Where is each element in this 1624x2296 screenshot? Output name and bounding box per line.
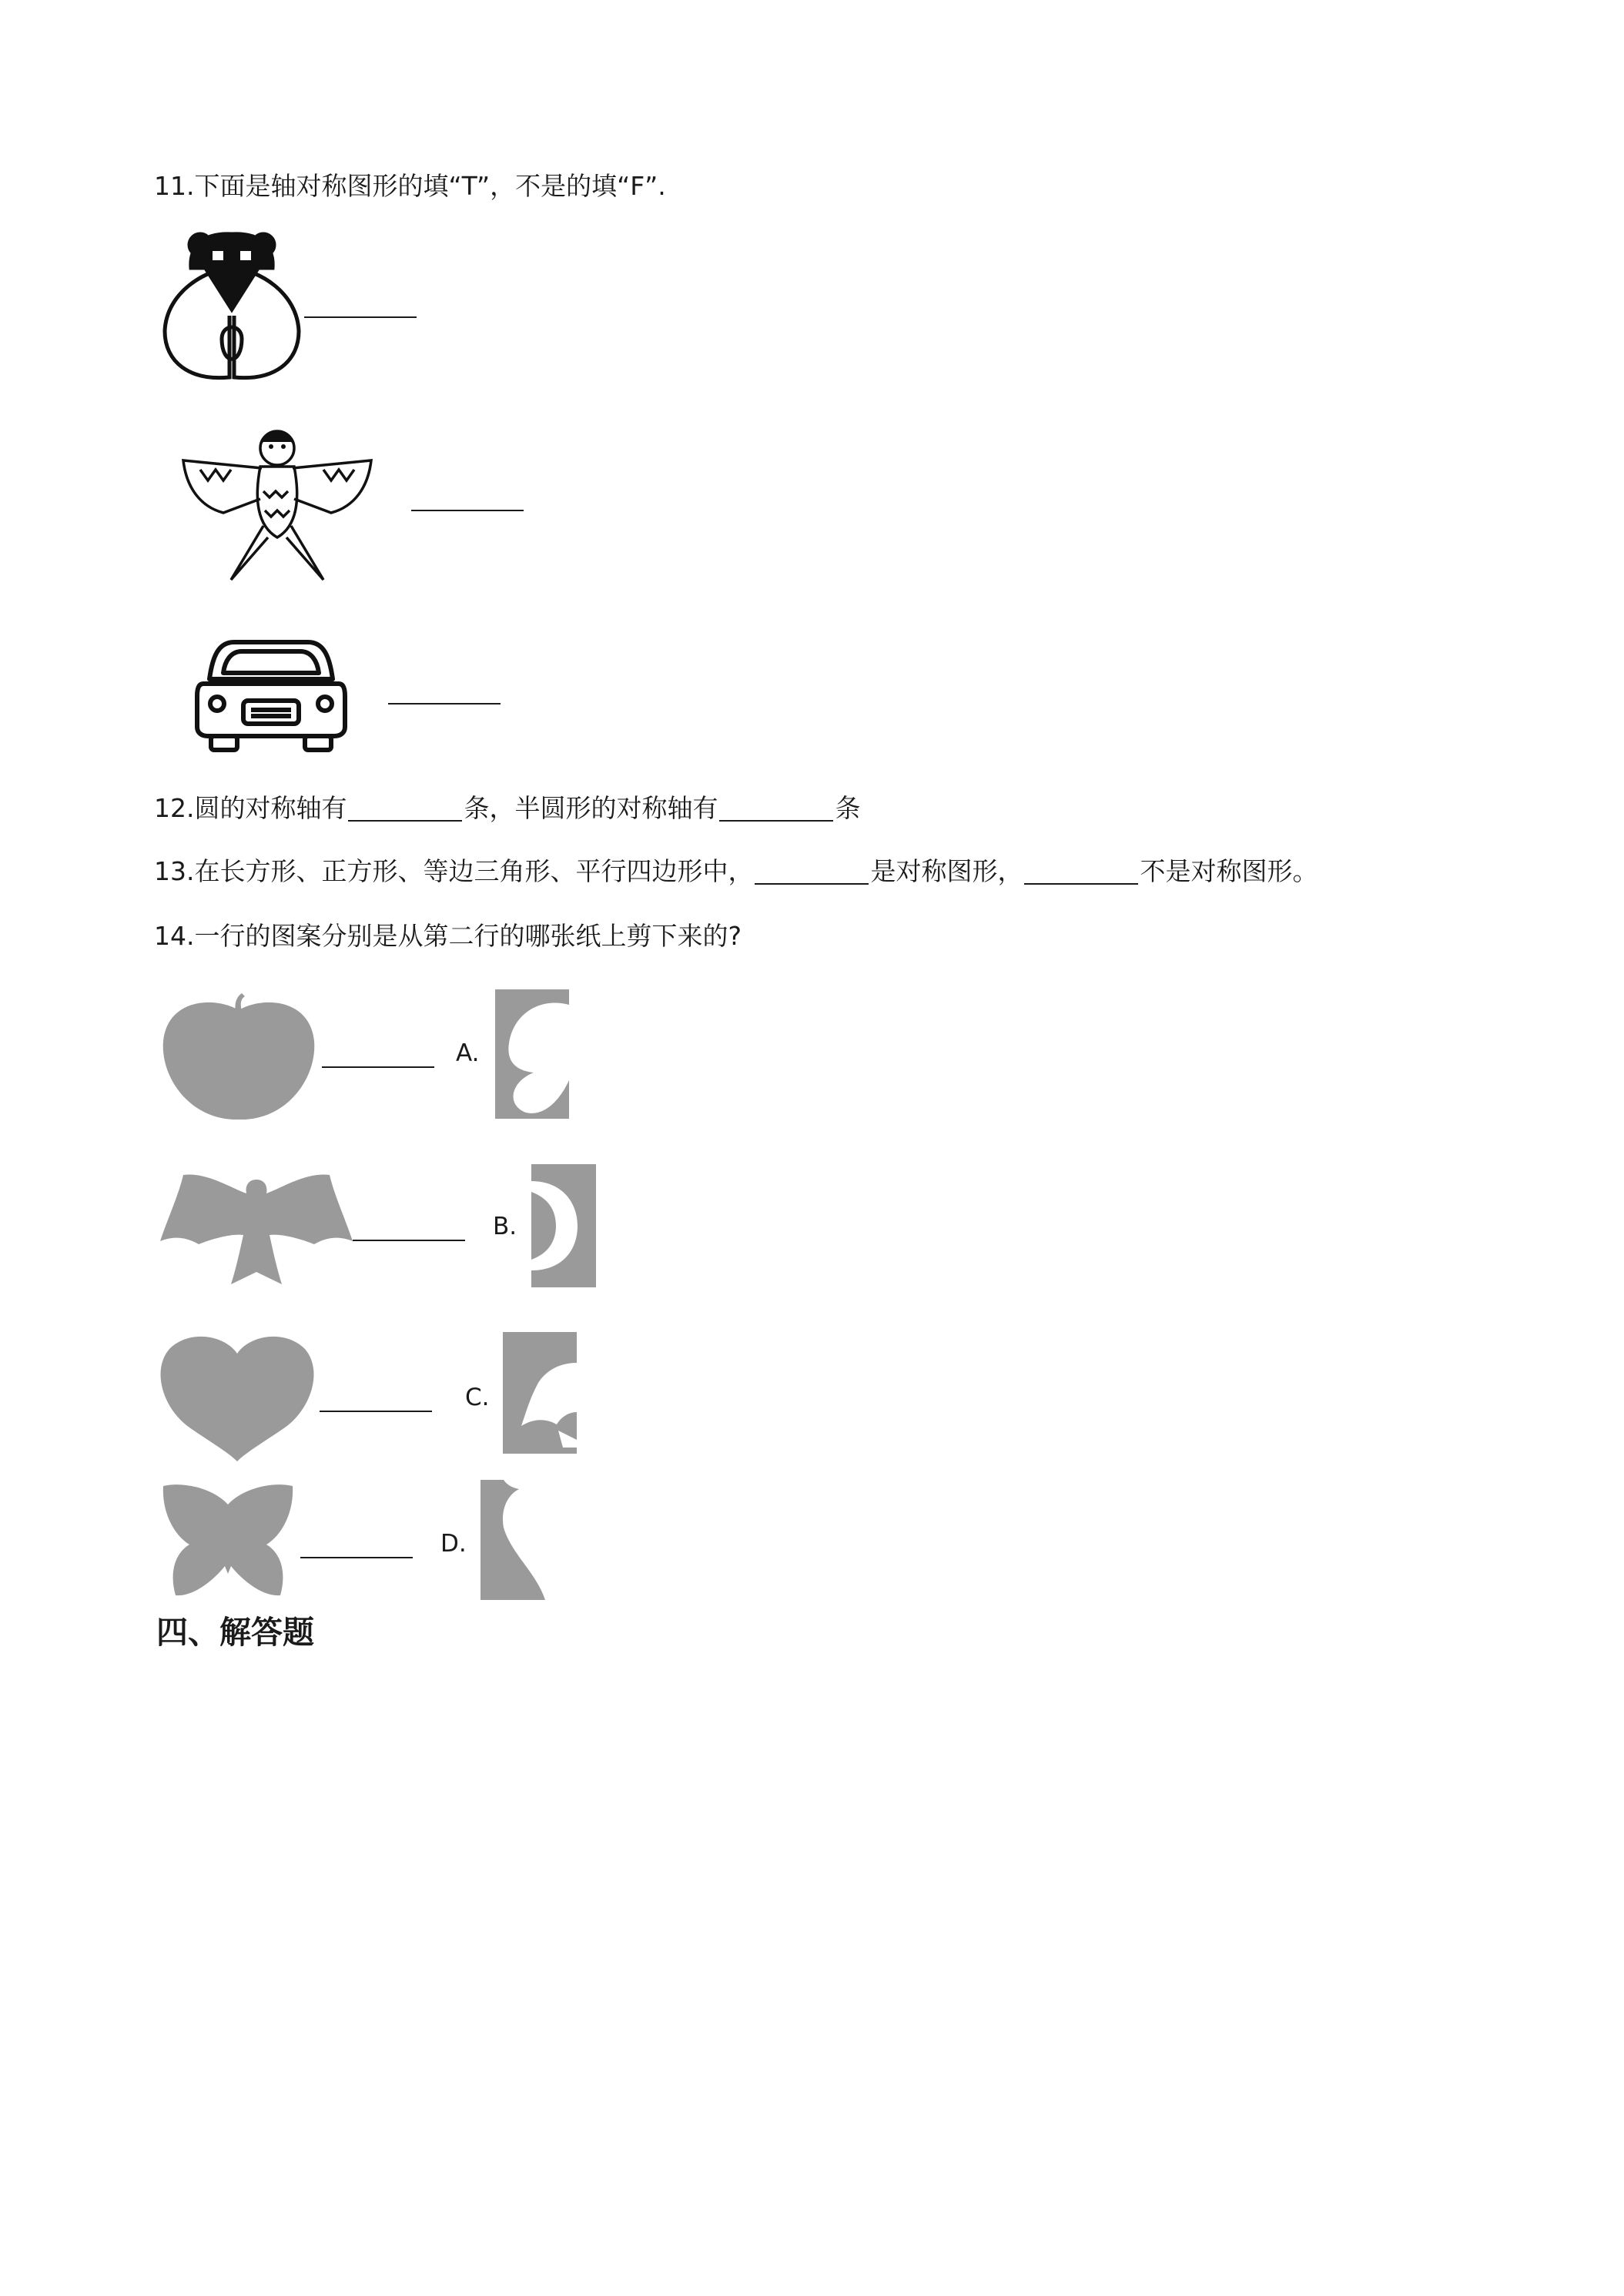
- q12-answer-blank-2[interactable]: [719, 797, 833, 822]
- q12-answer-blank-1[interactable]: [348, 797, 462, 822]
- q12-text-part1: 12.圆的对称轴有: [154, 793, 347, 823]
- q11-answer-blank-3[interactable]: [388, 703, 501, 705]
- option-a-label: A.: [456, 1039, 480, 1067]
- q13-text-part1: 13.在长方形、正方形、等边三角形、平行四边形中，: [154, 856, 754, 886]
- q13-answer-blank-1[interactable]: [755, 860, 869, 885]
- q13-text-part2: 是对称图形，: [870, 856, 1023, 886]
- q14-answer-blank-1[interactable]: [322, 1066, 434, 1068]
- bird-silhouette: [160, 1164, 353, 1287]
- half-heart-paper: [481, 1480, 551, 1600]
- q14-answer-blank-2[interactable]: [353, 1240, 465, 1241]
- q14-answer-blank-4[interactable]: [300, 1557, 413, 1558]
- half-butterfly-paper: [495, 989, 569, 1119]
- heart-silhouette: [159, 1332, 316, 1463]
- kite-icon: [177, 422, 377, 587]
- q12-text-part3: 条: [835, 793, 861, 823]
- option-c-label: C.: [465, 1384, 490, 1411]
- question-12: [154, 793, 860, 824]
- car-icon: [194, 633, 348, 756]
- butterfly-silhouette: [159, 1481, 297, 1600]
- q11-answer-blank-1[interactable]: [304, 316, 417, 318]
- half-bird-paper: [503, 1332, 577, 1454]
- question-14-text: 14.一行的图案分别是从第二行的哪张纸上剪下来的?: [154, 921, 742, 951]
- apple-silhouette: [160, 993, 318, 1123]
- q11-answer-blank-2[interactable]: [411, 510, 524, 511]
- option-b-label: B.: [493, 1213, 517, 1240]
- q13-text-part3: 不是对称图形。: [1140, 856, 1318, 886]
- q12-text-part2: 条，半圆形的对称轴有: [464, 793, 718, 823]
- cicada-icon: [159, 223, 305, 385]
- question-13: [154, 856, 1318, 887]
- option-d-label: D.: [440, 1530, 467, 1558]
- q14-answer-blank-3[interactable]: [320, 1411, 432, 1412]
- question-11-text: 11.下面是轴对称图形的填“T”，不是的填“F”.: [154, 171, 666, 201]
- section-4-title: 四、解答题: [156, 1614, 314, 1651]
- half-circle-paper: [531, 1164, 596, 1287]
- q13-answer-blank-2[interactable]: [1024, 860, 1138, 885]
